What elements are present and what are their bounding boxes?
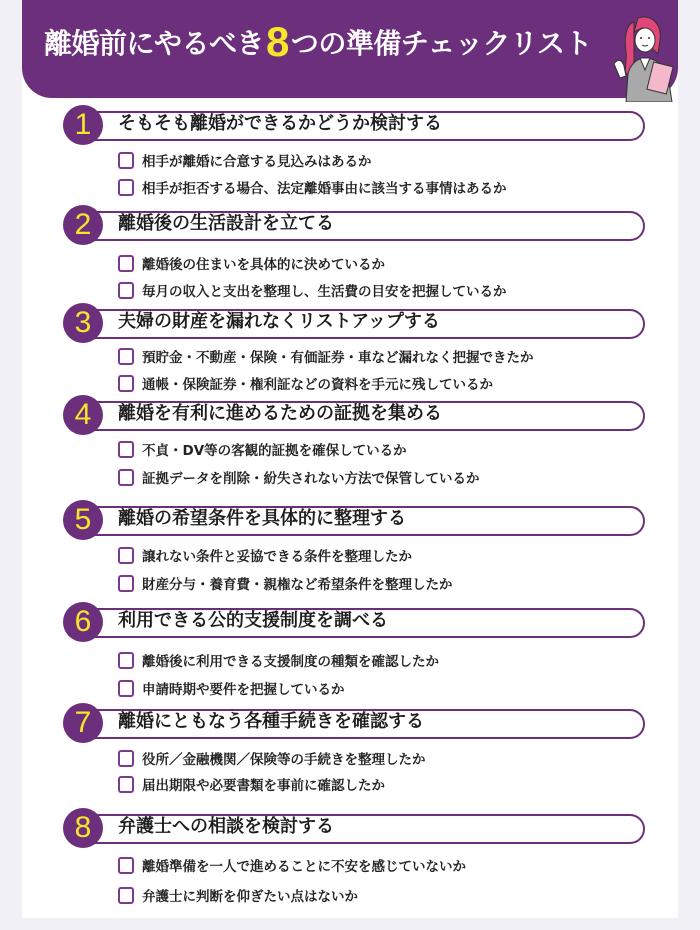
section-title: 離婚を有利に進めるための証拠を集める <box>118 403 442 424</box>
section-title: 夫婦の財産を漏れなくリストアップする <box>118 311 440 332</box>
checkbox-icon[interactable] <box>118 680 134 697</box>
section-number-badge: 3 <box>63 303 103 343</box>
checkbox-icon[interactable] <box>118 375 134 392</box>
woman-holding-folder-illustration <box>612 14 682 102</box>
checklist-item[interactable] <box>118 747 426 769</box>
checkbox-icon[interactable] <box>118 776 134 793</box>
checklist-item[interactable] <box>118 649 439 671</box>
section-number-badge: 8 <box>63 808 103 848</box>
checklist-item[interactable] <box>118 677 345 699</box>
section-number-badge: 4 <box>63 395 103 435</box>
title-number: 8 <box>266 18 289 65</box>
checklist-item-label: 届出期限や必要書類を事前に確認したか <box>142 778 385 794</box>
checklist-item-label: 譲れない条件と妥協できる条件を整理したか <box>142 549 412 565</box>
checkbox-icon[interactable] <box>118 547 134 564</box>
title-text-after: つの準備チェックリスト <box>290 27 592 60</box>
section-title: そもそも離婚ができるかどうか検討する <box>118 113 442 134</box>
checkbox-icon[interactable] <box>118 441 134 458</box>
checklist-item-label: 離婚後に利用できる支援制度の種類を確認したか <box>142 654 439 670</box>
checklist-item[interactable] <box>118 345 534 367</box>
section-number-badge: 6 <box>63 602 103 642</box>
checkbox-icon[interactable] <box>118 255 134 272</box>
checklist-item-label: 通帳・保険証券・権利証などの資料を手元に残しているか <box>142 377 493 393</box>
checklist-item[interactable] <box>118 149 372 171</box>
section-title: 離婚にともなう各種手続きを確認する <box>118 711 424 732</box>
checklist-item[interactable] <box>118 884 358 906</box>
checklist-item-label: 預貯金・不動産・保険・有価証券・車など漏れなく把握できたか <box>142 350 534 366</box>
checklist-item[interactable] <box>118 176 507 198</box>
section-number-badge: 5 <box>63 500 103 540</box>
checklist-item-label: 離婚後の住まいを具体的に決めているか <box>142 257 385 273</box>
checkbox-icon[interactable] <box>118 348 134 365</box>
title-text-before: 離婚前にやるべき <box>44 27 265 60</box>
checklist-item[interactable] <box>118 372 493 394</box>
checklist-item-label: 証拠データを削除・紛失されない方法で保管しているか <box>142 471 480 487</box>
checklist-item[interactable] <box>118 466 480 488</box>
section-number-badge: 2 <box>63 205 103 245</box>
checkbox-icon[interactable] <box>118 857 134 874</box>
checklist-item[interactable] <box>118 279 507 301</box>
checklist-item[interactable] <box>118 438 407 460</box>
checkbox-icon[interactable] <box>118 152 134 169</box>
checklist-item-label: 申請時期や要件を把握しているか <box>142 682 345 698</box>
page-title <box>44 18 592 65</box>
checklist-item[interactable] <box>118 773 385 795</box>
checklist-item[interactable] <box>118 252 385 274</box>
checklist-item-label: 離婚準備を一人で進めることに不安を感じていないか <box>142 859 466 875</box>
section-title: 弁護士への相談を検討する <box>118 816 334 837</box>
checklist-item-label: 弁護士に判断を仰ぎたい点はないか <box>142 889 358 905</box>
checklist-item-label: 相手が離婚に合意する見込みはあるか <box>142 154 372 170</box>
checkbox-icon[interactable] <box>118 575 134 592</box>
checkbox-icon[interactable] <box>118 750 134 767</box>
checkbox-icon[interactable] <box>118 282 134 299</box>
checkbox-icon[interactable] <box>118 469 134 486</box>
checklist-item-label: 不貞・DV等の客観的証拠を確保しているか <box>142 443 407 459</box>
checkbox-icon[interactable] <box>118 887 134 904</box>
checkbox-icon[interactable] <box>118 652 134 669</box>
checklist-item-label: 相手が拒否する場合、法定離婚事由に該当する事情はあるか <box>142 181 507 197</box>
section-title: 離婚の希望条件を具体的に整理する <box>118 508 406 529</box>
section-title: 離婚後の生活設計を立てる <box>118 213 334 234</box>
checkbox-icon[interactable] <box>118 179 134 196</box>
checklist-item-label: 役所／金融機関／保険等の手続きを整理したか <box>142 752 426 768</box>
section-number-badge: 1 <box>63 105 103 145</box>
checklist-item[interactable] <box>118 854 466 876</box>
checklist-item[interactable] <box>118 544 412 566</box>
checklist-item-label: 毎月の収入と支出を整理し、生活費の目安を把握しているか <box>142 284 507 300</box>
section-number-badge: 7 <box>63 703 103 743</box>
checklist-item-label: 財産分与・養育費・親権など希望条件を整理したか <box>142 577 453 593</box>
section-title: 利用できる公的支援制度を調べる <box>118 610 388 631</box>
checklist-item[interactable] <box>118 572 453 594</box>
